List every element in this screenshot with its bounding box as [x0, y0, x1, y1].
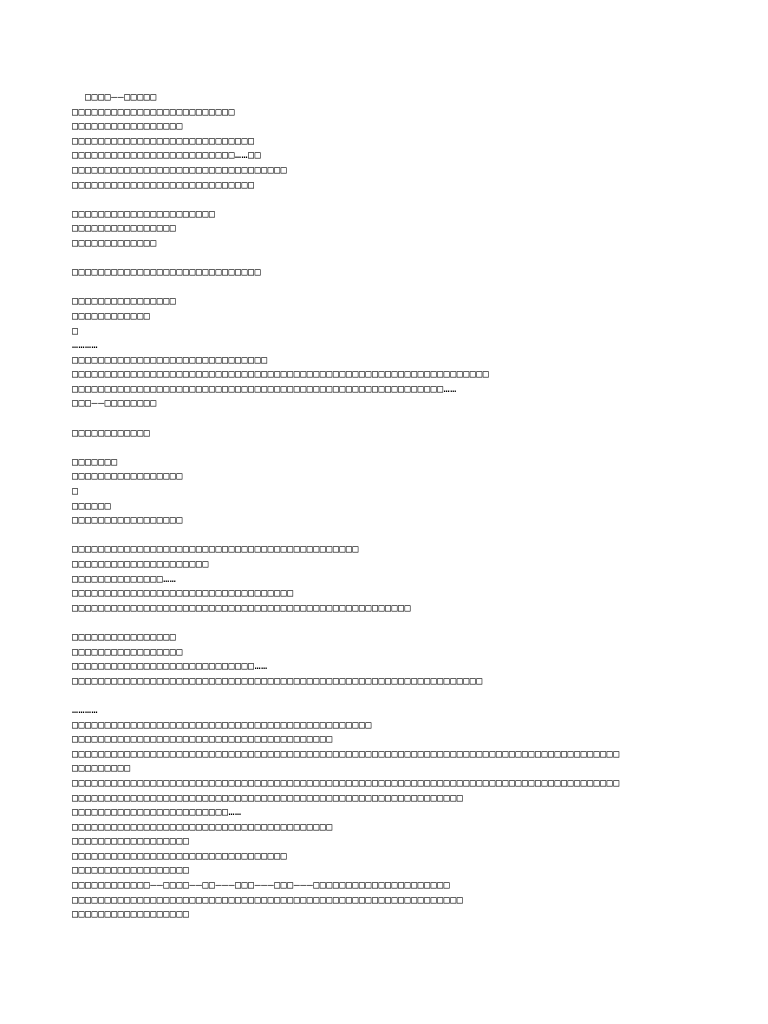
text-line: □□□□□□ [72, 500, 112, 512]
paragraph-gap [72, 529, 732, 544]
text-line: □□□□□□□□□□□□□ [72, 237, 157, 249]
text-line: □□□□□□□□□□□□□□□□□ [72, 646, 183, 658]
text-line: □□□□□□□□□□□□□□□□□ [72, 515, 183, 527]
text-line: □□□□□□□□□□□□□□□□□□□□□□□□□□□□□□□□□□□□□□□□□□□□□□□□□□□□□□□□□□□□□□□ [72, 675, 483, 687]
text-line: □□□□□□□□□ [72, 763, 131, 775]
text-line: □□□□□□□□□□□□——□□□□——□□———□□□———□□□———□□□□□□□□□□□□□□□□□□□□□ [72, 880, 451, 892]
text-line: □□□□□□□□□□□□□□□□□□ [72, 865, 190, 877]
text-line: □□□□□□□□□□□□□□□□□□□□□□□□□ [72, 106, 236, 118]
paragraph-gap [72, 441, 732, 456]
text-line: ………… [72, 340, 99, 352]
text-line: □□□□□□□□□□□□□□□□ [72, 223, 177, 235]
paragraph-gap [72, 689, 732, 704]
text-line: □□□□□□□□□□□□□□□□□ [72, 121, 183, 133]
text-line: □□□□□□□□□□□□□□□□□□□□□□□□□□□□□□□□□□□□□□□□□□□□□□□□□□□□□□□□□□□□□□□□□□□□□□□□□□□□□□□□□□□□ [72, 748, 620, 760]
text-line: □□□□□□□□□□□□ [72, 427, 151, 439]
text-line: □□□□□□□□□□□□□□□□□□□□□□□□□□□□□□□□□ [72, 850, 288, 862]
paragraph-gap [72, 193, 732, 208]
text-line: □□□□□□□□□□□□□□□□□□□□□□□□□□□□□□□□□□□□□□□□□□□□□□□□□□□□□□□□□□□□ [72, 792, 464, 804]
text-line: □□□□□□□ [72, 456, 118, 468]
document-body [72, 91, 732, 923]
text-line: □□□——□□□□□□□□ [72, 398, 157, 410]
text-line: □□□□□□□□□□□□□□□□□□□□□ [72, 559, 209, 570]
text-line: □□□□□□□□□□□□□□□□□□□□□□□□□□□□□□ [72, 354, 268, 366]
text-line: □□□□□□□□□□□□□□□□□□□□□□□□□□□□□□□□□ [72, 164, 288, 176]
paragraph-gap [72, 252, 732, 267]
text-line: □□□□□□□□□□□□□□□□□□□□□□ [72, 208, 216, 220]
paragraph-gap [72, 616, 732, 631]
text-line: □□□□□□□□□□□□□□□□ [72, 296, 177, 308]
text-line: □□□□□□□□□□□□□□□□□□□□□□□□□□□□□□□□□□□□□□□□□□□□□□□□□□□□□□□□□□□□□□□□ [72, 369, 490, 381]
text-line: □ [72, 325, 79, 337]
text-line: □□□□□□□□□□□□□□□□□□□□□□□□□□□□□□□□□□□□□□□□□□□□□□□□□□□□□□□□□□□□□□□□□□□□□□□□□□□□□□□□□□□□ [72, 777, 620, 789]
text-line: □□□□□□□□□□□□□□□□□□□□□□□□□□□□□□□□□□ [72, 588, 294, 600]
text-line: □□□□□□□□□□□□□□□□□□□□□□□□□□□□□□□□□□□□□□□□□□□□□□□□□□□□□□□□□□□□ [72, 894, 464, 906]
text-line: □□□□□□□□□□□□□□□□□□□□□□□□□□□□□□□□□□□□□□□□□□□□□□□□□□□□ [72, 602, 412, 614]
paragraph-gap [72, 281, 732, 296]
text-line: □□□□□□□□□□□□□□□□□□□□□□□□□……□□ [72, 150, 262, 162]
text-line: □□□□□□□□□□□□□□□□ [72, 631, 177, 643]
text-line: □□□□□□□□□□□□□□□□□□□□□□□□□□□□…… [72, 661, 268, 673]
text-line: □□□□□□□□□□□□□□□□□□□□□□□□□□□□ [72, 179, 255, 191]
text-line: □□□□□□□□□□□□□□□□□□□□□□□□…… [72, 807, 242, 819]
text-line: □□□□□□□□□□□□□□□□□□□□□□□□□□□□□ [72, 267, 262, 279]
text-line: □□□□□□□□□□□□□□□□□□□□□□□□□□□□□□□□□□□□□□□□ [72, 821, 333, 833]
text-line: □□□□□□□□□□□□□□…… [72, 573, 177, 585]
text-line: □□□□□□□□□□□□□□□□□□□□□□□□□□□□□□□□□□□□□□□□□□□□□□□□□□□□□□□□□…… [72, 383, 457, 395]
text-line: □□□□□□□□□□□□□□□□□□□□□□□□□□□□ [72, 135, 255, 147]
text-line: □□□□□□□□□□□□□□□□□□ [72, 909, 190, 921]
text-line: □□□□□□□□□□□□□□□□□□□□□□□□□□□□□□□□□□□□□□□□□□□□ [72, 544, 359, 556]
paragraph-gap [72, 412, 732, 427]
text-line: □□□□——□□□□□ [72, 92, 157, 103]
text-line: □ [72, 486, 79, 498]
text-line: □□□□□□□□□□□□□□□□□□ [72, 836, 190, 848]
text-line: □□□□□□□□□□□□ [72, 310, 151, 322]
text-line: □□□□□□□□□□□□□□□□□□□□□□□□□□□□□□□□□□□□□□□□ [72, 734, 333, 746]
text-line: □□□□□□□□□□□□□□□□□ [72, 471, 183, 483]
text-line: □□□□□□□□□□□□□□□□□□□□□□□□□□□□□□□□□□□□□□□□□□□□□□ [72, 719, 372, 731]
text-line: ………… [72, 704, 99, 716]
